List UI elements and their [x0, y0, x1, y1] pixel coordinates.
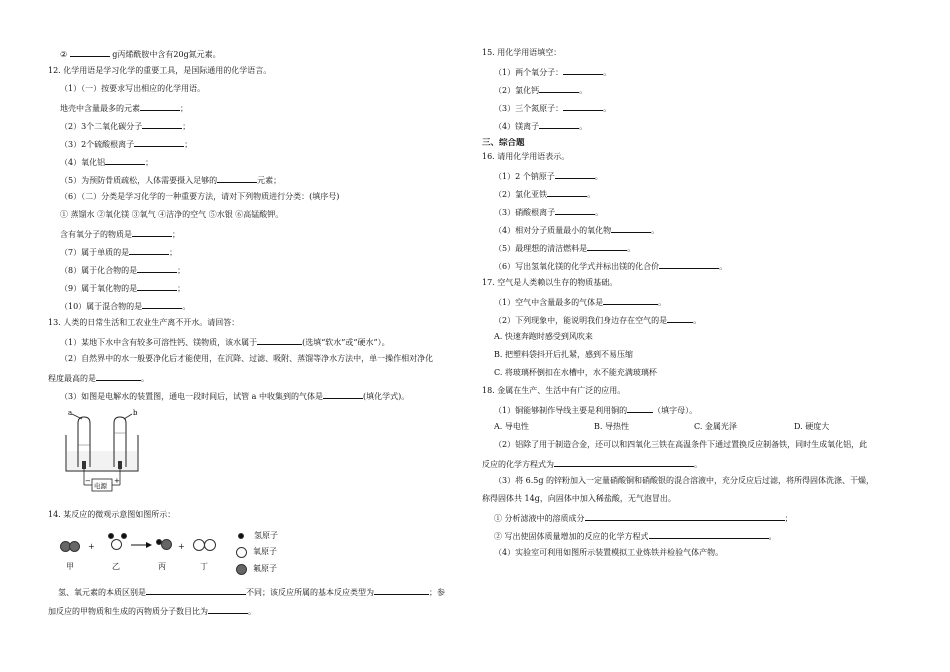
q12-l6: （6）（二）分类是学习化学的一种重要方法，请对下列物质进行分类：(填序号): [60, 192, 340, 201]
answer-blank[interactable]: [132, 228, 172, 237]
q12-l3: （3）2个硫酸根离子 ；: [60, 140, 193, 149]
q18-l3a: （3）将 6.5g 的锌粉加入一定量硝酸铜和硝酸银的混合溶液中，充分反应后过滤，将所得固体洗涤、干燥，: [494, 476, 875, 485]
hydrogen-atom: [108, 533, 114, 539]
q16-l2: （2）氯化亚铁 。: [494, 190, 596, 199]
answer-blank[interactable]: [563, 102, 603, 111]
q18-s1: ① 分析滤液中的溶质成分 ；: [494, 514, 793, 523]
answer-blank[interactable]: [563, 66, 603, 75]
answer-blank[interactable]: [374, 586, 429, 595]
hydrogen-atom: [238, 533, 244, 539]
q16-l4: （4）相对分子质量最小的氧化物 。: [494, 226, 660, 235]
answer-blank[interactable]: [142, 120, 182, 129]
answer-blank[interactable]: [539, 84, 579, 93]
answer-blank[interactable]: [70, 48, 110, 57]
answer-blank[interactable]: [555, 170, 595, 179]
q13-l2b: 程度最高的是 。: [48, 374, 149, 383]
q15-l4: （4）镁离子 。: [494, 122, 588, 131]
q18-option-b: B. 导热性: [594, 422, 629, 431]
answer-blank[interactable]: [134, 138, 184, 147]
left-column: [48, 48, 468, 408]
q12-l4: （4）氧化铝 ；: [60, 158, 154, 167]
answer-blank[interactable]: [137, 282, 177, 291]
q15-l1: （1）两个氧分子： 。: [494, 68, 612, 77]
q12-part1: （1）（一）按要求写出相应的化学用语。: [60, 84, 206, 93]
q18-options: [482, 422, 907, 440]
q16-l3: （3）硝酸根离子 。: [494, 208, 604, 217]
q17-option-c: C. 将玻璃杯倒扣在水槽中，水不能充满玻璃杯: [494, 368, 657, 377]
legend-hydrogen: 氢原子: [238, 530, 278, 542]
answer-blank[interactable]: [627, 404, 653, 413]
molecule-label-jia: 甲: [66, 562, 74, 571]
q14-title: 14. 某反应的微观示意图如图所示：: [48, 510, 176, 519]
q13-title: 13. 人类的日常生活和工农业生产离不开水。请回答：: [48, 318, 240, 327]
q18-l1: （1）铜能够制作导线主要是利用铜的 （填字母）。: [494, 406, 698, 415]
answer-blank[interactable]: [554, 458, 694, 467]
molecule-label-ding: 丁: [200, 562, 208, 571]
q13-l2a: （2）自然界中的水一般要净化后才能使用，在沉降、过滤、吸附、蒸馏等净水方法中，单一操作相对净化: [60, 354, 434, 363]
q16-l5: （5）最理想的清洁燃料是 。: [494, 244, 636, 253]
answer-blank[interactable]: [603, 296, 658, 305]
hydrogen-atom: [121, 533, 127, 539]
q14-question-line2: 加反应的甲物质和生成的丙物质分子数目比为 。: [48, 607, 256, 616]
answer-blank[interactable]: [611, 224, 651, 233]
right-column: [482, 48, 907, 566]
q16-title: 16. 请用化学用语表示。: [482, 152, 570, 161]
q18-title: 18. 金属在生产、生活中有广泛的应用。: [482, 386, 626, 395]
q18-l2a: （2）铝除了用于制造合金，还可以和四氧化三铁在高温条件下通过置换反应制备铁，同时生成氧化铝，此: [494, 440, 868, 449]
section-heading-3: 三、综合题: [482, 138, 525, 148]
q18-l4: （4）实验室可利用如图所示装置模拟工业炼铁并检验气体产物。: [494, 548, 724, 557]
q15-title: 15. 用化学用语填空：: [482, 48, 562, 57]
minus-sign: −: [85, 477, 91, 485]
plus-sign: +: [178, 542, 185, 551]
q17-option-b: B. 把塑料袋抖开后扎紧，感到不易压缩: [494, 350, 633, 359]
oxygen-atom: [204, 539, 216, 551]
answer-blank[interactable]: [96, 372, 141, 381]
plus-sign: +: [88, 542, 95, 551]
q12-l8: （8）属于化合物的是 ；: [60, 266, 186, 275]
q12-l10: （10）属于混合物的是 。: [60, 302, 191, 311]
answer-blank[interactable]: [667, 314, 693, 323]
q17-title: 17. 空气是人类赖以生存的物质基础。: [482, 278, 618, 287]
answer-blank[interactable]: [146, 586, 246, 595]
q12-l1: 地壳中含量最多的元素 ；: [60, 104, 188, 113]
circled-number: ②: [60, 50, 68, 59]
answer-blank[interactable]: [142, 300, 182, 309]
q16-l1: （1）2 个钠原子 。: [494, 172, 603, 181]
answer-blank[interactable]: [539, 120, 579, 129]
answer-blank[interactable]: [587, 242, 627, 251]
answer-blank[interactable]: [140, 102, 180, 111]
q18-option-d: D. 硬度大: [794, 422, 830, 431]
answer-blank[interactable]: [208, 605, 248, 614]
q16-l6: （6）写出氢氧化镁的化学式并标出镁的化合价 。: [494, 262, 728, 271]
q18-option-a: A. 导电性: [494, 422, 529, 431]
q17-l2: （2）下列现象中，能说明我们身边存在空气的是 。: [494, 316, 702, 325]
answer-blank[interactable]: [659, 260, 719, 269]
answer-blank[interactable]: [257, 336, 302, 345]
q17-l1: （1）空气中含量最多的气体是 。: [494, 298, 667, 307]
q13-l3: （3）如图是电解水的装置图，通电一段时间后，试管 a 中收集到的气体是 (填化学式)。: [60, 392, 410, 401]
q12-l2: （2）3个二氧化碳分子 ；: [60, 122, 191, 131]
tube-a-label: a: [68, 409, 73, 417]
q12-l5: （5）为预防骨质疏松，人体需要摄入足够的 元素；: [60, 176, 282, 185]
answer-blank[interactable]: [217, 174, 257, 183]
answer-blank[interactable]: [585, 512, 785, 521]
answer-blank[interactable]: [323, 390, 363, 399]
answer-blank[interactable]: [129, 246, 169, 255]
legend-fluorine: 氟原子: [238, 563, 277, 575]
fluorine-atom: [161, 539, 172, 550]
tube-b-label: b: [133, 409, 138, 417]
q12-l7: （7）属于单质的是 ；: [60, 248, 178, 257]
q14-question-line1: 氢、氧元素的本质区别是 不同；该反应所属的基本反应类型为 ；参: [58, 588, 445, 597]
legend-oxygen: 氧原子: [238, 546, 277, 558]
electrolysis-apparatus-figure: [62, 405, 142, 497]
answer-blank[interactable]: [555, 206, 595, 215]
q11-text: g丙烯酰胺中含有20g氮元素。: [112, 50, 221, 59]
power-label: 电源: [94, 482, 107, 490]
q15-l3: （3）三个氮原子： 。: [494, 104, 612, 113]
q15-l2: （2）氯化钙 。: [494, 86, 588, 95]
q12-oxy: 含有氧分子的物质是 ；: [60, 230, 180, 239]
q18-option-c: C. 金属光泽: [694, 422, 737, 431]
q18-l2b: 反应的化学方程式为 。: [482, 460, 702, 469]
q12-substances: ① 蒸馏水 ②氧化镁 ③氧气 ④洁净的空气 ⑤水银 ⑥高锰酸钾。: [60, 210, 284, 219]
answer-blank[interactable]: [137, 264, 177, 273]
q12-title: 12. 化学用语是学习化学的重要工具，是国际通用的化学语言。: [48, 66, 272, 75]
q18-l3b: 称得固体共 14g，向固体中加入稀盐酸，无气泡冒出。: [482, 494, 676, 503]
q12-l9: （9）属于氧化物的是 ；: [60, 284, 186, 293]
answer-blank[interactable]: [547, 188, 587, 197]
q17-option-a: A. 快速奔跑时感受到风吹来: [494, 332, 593, 341]
fluorine-atom: [69, 541, 80, 552]
plus-sign: +: [114, 477, 120, 485]
fluorine-atom: [236, 564, 247, 575]
oxygen-atom: [111, 539, 122, 550]
q11-line: [48, 48, 468, 66]
answer-blank[interactable]: [649, 530, 769, 539]
oxygen-atom: [236, 547, 247, 558]
q13-l1: （1）某地下水中含有较多可溶性钙、镁物质，该水属于 (选填“软水”或“硬水”）。: [60, 338, 390, 347]
q18-s2: ② 写出使固体质量增加的反应的化学方程式 。: [494, 532, 777, 541]
molecule-label-bing: 丙: [158, 562, 166, 571]
arrow-right-icon: [131, 541, 153, 549]
molecule-label-yi: 乙: [112, 562, 120, 571]
answer-blank[interactable]: [105, 156, 145, 165]
